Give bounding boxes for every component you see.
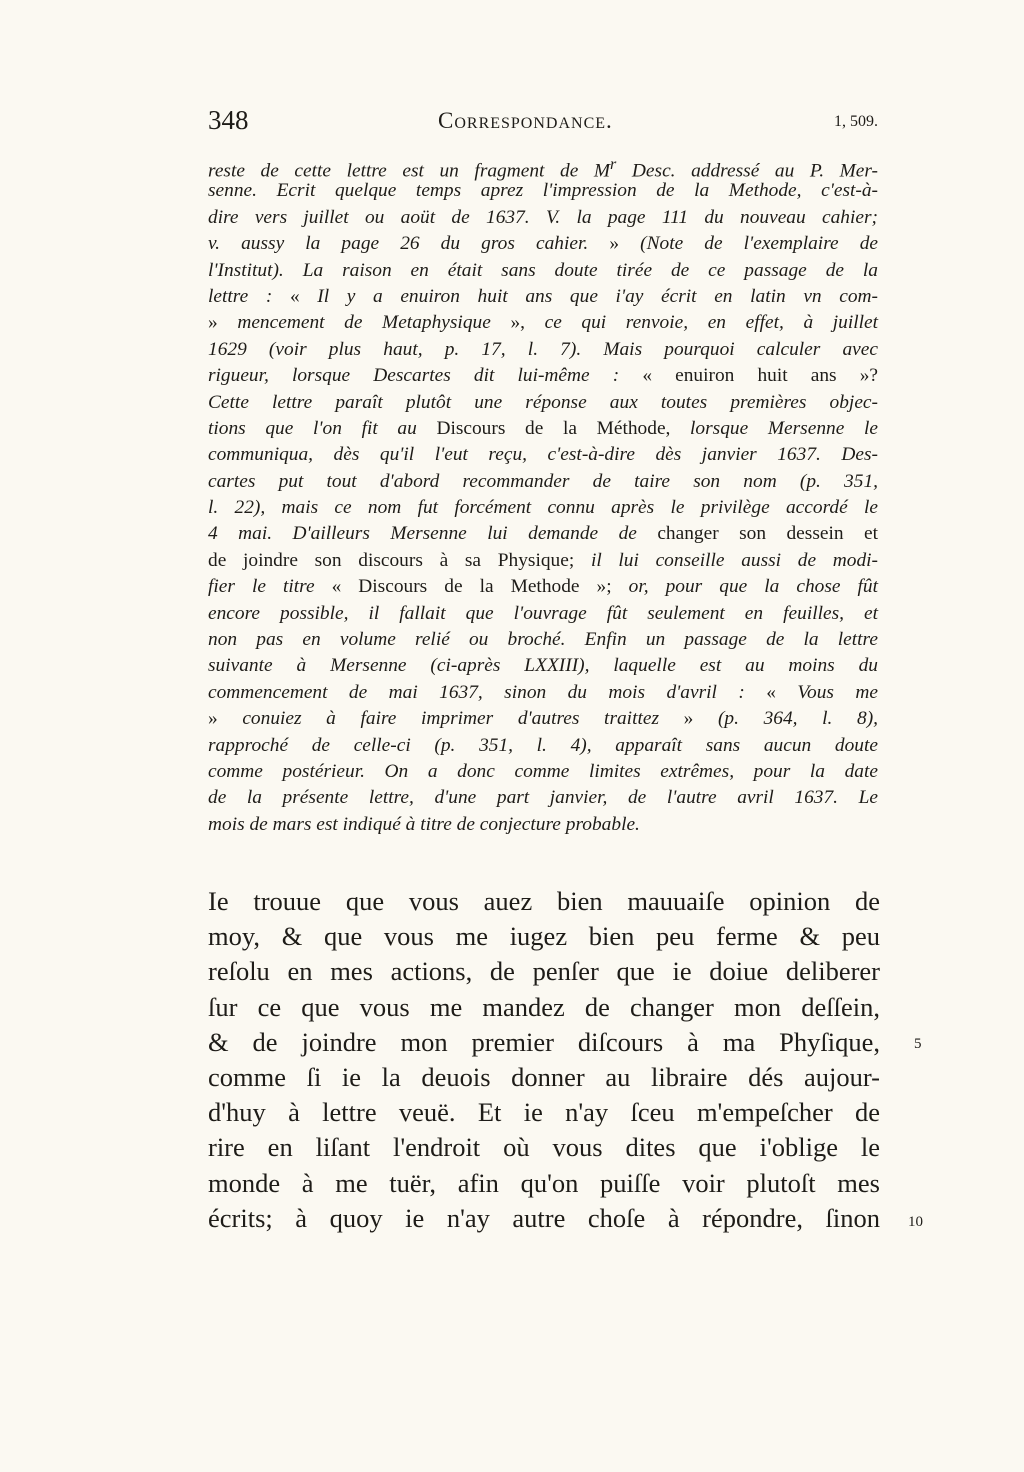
note-text-run: communiqua, dès qu'il l'eut reçu, c'est-à-dire dès janvier 1637. Des-	[208, 444, 878, 466]
note-text-run: Desc. addressé au P. Mer-	[616, 160, 878, 182]
note-line	[208, 785, 878, 811]
note-text-run: »	[588, 233, 641, 255]
note-text-run: «	[766, 681, 798, 703]
note-line	[208, 416, 878, 442]
note-text-run: v. aussy la page 26 du gros cahier.	[208, 233, 589, 255]
note-line	[208, 548, 878, 574]
note-text-run: mencement de Metaphysique	[237, 312, 511, 334]
note-text-run: Discours de la Méthode,	[436, 417, 691, 439]
note-line	[208, 442, 878, 468]
note-text-run: lettre :	[208, 285, 290, 307]
note-line	[208, 706, 878, 732]
note-text-run: »	[208, 312, 238, 334]
note-text-run: l'Institut). La raison en était sans doute tirée de ce passage de la	[208, 259, 878, 281]
note-text-run: or, pour que la chose fût	[628, 576, 879, 598]
note-text-run: il lui conseille aussi de modi-	[590, 549, 879, 571]
line-number-marker: 10	[908, 1214, 923, 1230]
note-text-run: r	[610, 156, 617, 173]
letter-line: Ie trouue que vous auez bien mauuaiſe opinion de	[208, 886, 880, 916]
letter-line: écrits; à quoy ie n'ay autre choſe à répondre, ſinon	[208, 1202, 880, 1233]
letter-line: d'huy à lettre veuë. Et ie n'ay ſceu m'empeſcher de	[208, 1097, 880, 1128]
note-line	[208, 680, 878, 706]
note-text-run: « enuiron huit ans »?	[642, 365, 878, 387]
note-text-run: comme postérieur. On a donc comme limites extrêmes, pour la date	[208, 760, 878, 782]
note-line	[208, 205, 878, 231]
note-text-run: Il y a enuiron huit ans que i'ay écrit en latin vn com-	[317, 285, 879, 307]
note-text-run: mois de mars est indiqué à titre de conjecture probable.	[208, 813, 640, 835]
note-text-run: (p. 364, l. 8),	[717, 708, 878, 730]
note-text-run: (Note de l'exemplaire de	[640, 233, 879, 255]
note-text-run: »,	[510, 312, 545, 334]
note-text-run: de la présente lettre, d'une part janvier, de l'autre avril 1637. Le	[208, 787, 878, 809]
note-line	[208, 653, 878, 679]
running-title: Correspondance.	[438, 108, 613, 133]
note-line	[208, 310, 878, 336]
note-line	[208, 363, 878, 389]
note-line	[208, 521, 878, 547]
note-text-run: « Discours de la Methode »;	[331, 576, 629, 598]
page-number: 348	[208, 105, 249, 135]
note-line	[208, 601, 878, 627]
note-text-run: l. 22), mais ce nom fut forcément connu après le privilège accordé le	[208, 497, 878, 519]
note-text-run: «	[289, 285, 318, 307]
letter-text	[208, 884, 880, 1236]
letter-line: rire en liſant l'endroit où vous dites que i'oblige le	[208, 1132, 880, 1163]
running-head	[208, 104, 878, 140]
note-line	[208, 495, 878, 521]
note-text-run: rigueur, lorsque Descartes dit lui-même :	[208, 365, 643, 387]
line-number-marker: 5	[914, 1036, 922, 1052]
letter-line: moy, & que vous me iugez bien peu ferme & peu	[208, 921, 880, 952]
editorial-note	[208, 152, 878, 838]
note-text-run: Cette lettre paraît plutôt une réponse aux toutes premières objec-	[208, 391, 878, 413]
note-text-run: conuiez à faire imprimer d'autres traittez	[242, 708, 684, 730]
note-text-run: suivante à Mersenne (ci-après LXXIII), laquelle est au moins du	[208, 655, 878, 677]
note-text-run: reste de cette lettre est un fragment de M	[208, 160, 611, 182]
note-text-run: ce qui renvoie, en effet, à juillet	[544, 312, 878, 334]
note-text-run: fier le titre	[208, 576, 332, 598]
note-text-run: commencement de mai 1637, sinon du mois d'avril :	[208, 681, 767, 703]
note-text-run: lorsque Mersenne le	[690, 417, 878, 439]
note-text-run: senne. Ecrit quelque temps aprez l'impression de la Methode, c'est-à-	[208, 180, 878, 202]
letter-line: reſolu en mes actions, de penſer que ie doiue deliberer	[208, 956, 880, 987]
note-text-run: encore possible, il fallait que l'ouvrage fût seulement en feuilles, et	[208, 602, 878, 624]
note-line	[208, 469, 878, 495]
note-line	[208, 284, 878, 310]
note-line	[208, 574, 878, 600]
note-text-run: »	[683, 708, 718, 730]
note-line	[208, 337, 878, 363]
note-line	[208, 231, 878, 257]
note-text-run: de joindre son discours à sa Physique;	[208, 549, 591, 571]
note-line	[208, 258, 878, 284]
volume-reference: 1, 509.	[834, 113, 878, 130]
note-text-run: 4 mai. D'ailleurs Mersenne lui demande de	[208, 523, 658, 545]
note-line	[208, 152, 878, 182]
note-text-run: Vous me	[797, 681, 878, 703]
note-text-run: 1629 (voir plus haut, p. 17, l. 7). Mais pourquoi calculer avec	[208, 338, 878, 360]
letter-line: ſur ce que vous me mandez de changer mon deſſein,	[208, 991, 880, 1022]
note-text-run: »	[208, 708, 243, 730]
note-text-run: changer son dessein et	[657, 523, 878, 545]
note-line	[208, 178, 878, 204]
letter-line: & de joindre mon premier diſcours à ma Phyſique,	[208, 1026, 880, 1057]
note-line	[208, 390, 878, 416]
letter-line: comme ſi ie la deuois donner au libraire dés aujour-	[208, 1061, 880, 1092]
note-text-run: non pas en volume relié ou broché. Enfin un passage de la lettre	[208, 629, 878, 651]
note-text-run: cartes put tout d'abord recommander de taire son nom (p. 351,	[208, 470, 878, 492]
note-text-run: dire vers juillet ou aoüt de 1637. V. la page 111 du nouveau cahier;	[208, 206, 878, 228]
letter-line: monde à me tuër, afin qu'on puiſſe voir plutoſt mes	[208, 1167, 880, 1198]
note-line	[208, 627, 878, 653]
note-line	[208, 733, 878, 759]
note-line	[208, 759, 878, 785]
note-text-run: rapproché de celle-ci (p. 351, l. 4), apparaît sans aucun doute	[208, 734, 878, 756]
note-text-run: tions que l'on fit au	[208, 417, 437, 439]
note-line	[208, 812, 878, 838]
